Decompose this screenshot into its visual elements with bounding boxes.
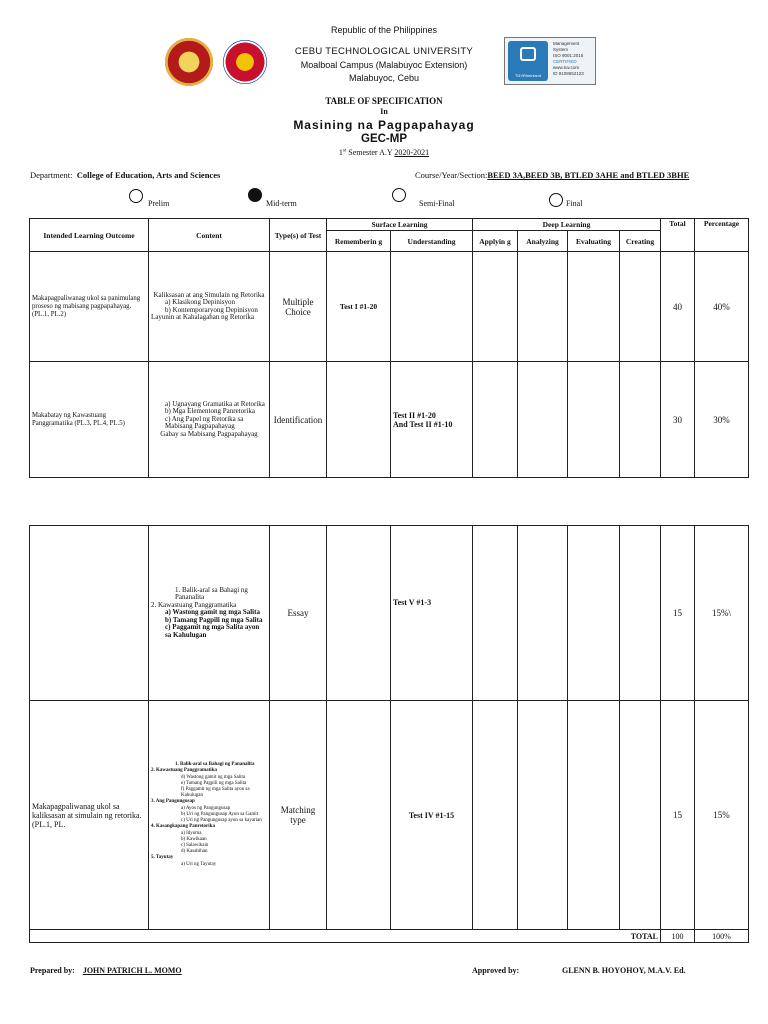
type-cell: Identification xyxy=(270,362,327,478)
evaluating-cell xyxy=(568,701,620,930)
subject-code: GEC-MP xyxy=(361,133,407,145)
type-cell: Matching type xyxy=(270,701,327,930)
analyzing-cell xyxy=(518,362,568,478)
term-label-midterm: Mid-term xyxy=(266,199,297,208)
content-cell xyxy=(149,526,270,701)
content-item: 1. Balik-aral sa Bahagi ng Pananalita xyxy=(175,585,248,602)
remembering-cell xyxy=(327,362,391,478)
content-item: e) Tamang Pagpili ng mga Salita xyxy=(181,780,247,786)
table-row xyxy=(30,362,749,478)
term-radio-prelim[interactable] xyxy=(129,189,143,203)
term-label-prelim: Prelim xyxy=(148,199,170,208)
applying-cell xyxy=(473,701,518,930)
header-understanding: Understanding xyxy=(391,231,473,252)
content-item: a) Klasikong Depinisyon xyxy=(165,298,235,306)
iso-line: ID 9108652123 xyxy=(553,71,584,76)
iso-line: System xyxy=(553,47,569,52)
document-title: TABLE OF SPECIFICATION xyxy=(325,96,443,106)
semester-line: 1st Semester A.Y 2020-2021 xyxy=(338,148,430,157)
total-cell: 15 xyxy=(661,526,695,701)
header-applying: Applyin g xyxy=(473,231,518,252)
content-item: d) Wastong gamit ng mga Salita xyxy=(181,774,246,780)
content-item: b) Kontemporaryong Depinisyon xyxy=(165,305,258,314)
evaluating-cell xyxy=(568,362,620,478)
content-item: a) Ayos ng Pangungusap xyxy=(181,805,231,811)
percentage-cell: 40% xyxy=(695,252,749,362)
creating-cell xyxy=(620,252,661,362)
term-label-semifinal: Semi-Final xyxy=(419,199,455,208)
specification-table-top xyxy=(29,218,749,478)
creating-cell xyxy=(620,362,661,478)
table-row xyxy=(30,526,749,701)
content-item: 4. Kasangkapang Panretorika xyxy=(151,824,215,830)
content-cell xyxy=(149,252,270,362)
iso-line: ISO 9001:2015 xyxy=(553,53,584,58)
content-item: c) Paggamit ng mga Salita ayon sa Kahulugan xyxy=(165,623,260,639)
creating-cell xyxy=(620,526,661,701)
type-cell: Essay xyxy=(270,526,327,701)
department-line: Department: College of Education, Arts and Sciences xyxy=(30,170,221,180)
term-label-final: Final xyxy=(566,199,583,208)
total-cell: 15 xyxy=(661,701,695,930)
analyzing-cell xyxy=(518,526,568,701)
approved-name: GLENN B. HOYOHOY, M.A.V. Ed. xyxy=(562,966,686,975)
type-cell: Multiple Choice xyxy=(270,252,327,362)
understanding-cell xyxy=(391,362,473,478)
content-item: f) Paggamit ng mga Salita ayon sa Kahulugan xyxy=(181,787,250,799)
header-evaluating: Evaluating xyxy=(568,231,620,252)
content-item: c) Ang Papel ng Retorika sa Mabisang Pagpapahayag xyxy=(165,414,244,431)
evaluating-cell xyxy=(568,526,620,701)
applying-cell xyxy=(473,526,518,701)
header-outcome: Intended Learning Outcome xyxy=(30,219,149,252)
content-item: b) Kawikaan xyxy=(181,836,207,842)
total-row xyxy=(30,930,749,943)
iso-line: Management xyxy=(553,41,580,46)
header-creating: Creating xyxy=(620,231,661,252)
term-radio-final[interactable] xyxy=(549,193,563,207)
total-percentage: 100% xyxy=(695,930,749,943)
tuv-logo-icon: TÜVRheinland xyxy=(508,41,548,81)
header-surface: Surface Learning xyxy=(327,219,473,231)
applying-cell xyxy=(473,362,518,478)
content-item: 1. Balik-aral sa Bahagi ng Pananalita xyxy=(175,762,255,768)
header-deep: Deep Learning xyxy=(473,219,661,231)
header-analyzing: Analyzing xyxy=(518,231,568,252)
content-item: d) Kasabihan xyxy=(181,849,208,855)
remembering-cell: Test I #1-20 xyxy=(327,252,391,362)
content-item: b) Tamang Pagpili ng mga Salita xyxy=(165,615,263,624)
campus-name: Moalboal Campus (Malabuyoc Extension) xyxy=(300,60,468,70)
applying-cell xyxy=(473,252,518,362)
content-item: c) Uri ng Pangungusap ayon sa kayarian xyxy=(181,818,262,824)
outcome-cell: Makabatay ng Kawastuang Panggramatika (PL.3, PL.4, PL.5) xyxy=(30,362,149,478)
outcome-cell: Makapagpaliwanag ukol sa kaliksasan at simulain ng retorika. (PL.1, PL. xyxy=(30,701,149,930)
header-content: Content xyxy=(149,219,270,252)
term-radio-midterm[interactable] xyxy=(248,188,262,202)
outcome-cell xyxy=(30,526,149,701)
content-item: b) Mga Elementong Panretorika xyxy=(165,407,256,416)
content-item: 5. Tayutay xyxy=(151,855,174,861)
analyzing-cell xyxy=(518,701,568,930)
term-radio-semifinal[interactable] xyxy=(392,188,406,202)
header-total: Total xyxy=(661,219,695,252)
outcome-cell: Makapagpaliwanag ukol sa panimulang proseso ng mabisang pagpapahayag. (PL.1, PL.2) xyxy=(30,252,149,362)
approved-label: Approved by: xyxy=(472,966,520,975)
republic-line: Republic of the Philippines xyxy=(330,25,438,35)
total-value: 100 xyxy=(661,930,695,943)
understanding-cell: Test V #1-3 xyxy=(391,526,473,701)
content-item: 3. Ang Pangungusap xyxy=(151,799,195,805)
course-line: Course/Year/Section:BEED 3A,BEED 3B, BTLED 3AHE and BTLED 3BHE xyxy=(415,170,690,180)
iso-line: CERTIFIED xyxy=(553,59,577,64)
header-remembering: Rememberin g xyxy=(327,231,391,252)
content-cell xyxy=(149,701,270,930)
header-percentage: Percentage xyxy=(695,219,749,252)
content-item: b) Uri ng Pangungusap Ayon sa Gamit xyxy=(181,811,259,817)
subject-title: Masining na Pagpapahayag xyxy=(293,118,475,132)
content-item: c) Salawikain xyxy=(181,842,209,848)
percentage-cell: 15% xyxy=(695,701,749,930)
test-range: And Test II #1-10 xyxy=(393,419,453,429)
table-row xyxy=(30,252,749,362)
content-item: a) Uri ng Tayutay xyxy=(181,861,217,867)
prepared-by xyxy=(30,966,182,975)
prepared-label: Prepared by: xyxy=(30,966,75,975)
understanding-cell: Test IV #1-15 xyxy=(391,701,473,930)
content-item: Gabay sa Mabisang Pagpapahayag xyxy=(160,429,258,438)
understanding-cell xyxy=(391,252,473,362)
header-type: Type(s) of Test xyxy=(270,219,327,252)
content-item: a) Idyoma xyxy=(181,830,202,836)
remembering-cell xyxy=(327,526,391,701)
table-row xyxy=(30,701,749,930)
content-item: Layunin at Kahalagahan ng Retorika xyxy=(151,313,255,321)
evaluating-cell xyxy=(568,252,620,362)
university-name: CEBU TECHNOLOGICAL UNIVERSITY xyxy=(294,46,474,57)
content-item: a) Ugnayang Gramatika at Retorika xyxy=(165,399,265,408)
town-name: Malabuyoc, Cebu xyxy=(348,73,420,83)
iso-line: www.tuv.com xyxy=(553,65,580,70)
specification-table-bottom xyxy=(29,525,749,943)
content-item: 2. Kawastuang Panggramatika xyxy=(151,600,237,609)
analyzing-cell xyxy=(518,252,568,362)
content-item: 2. Kawastuang Panggramatika xyxy=(151,768,217,774)
in-label: In xyxy=(380,107,388,116)
total-cell: 30 xyxy=(661,362,695,478)
content-title: Kaliksasan at ang Simulain ng Retorika xyxy=(153,290,265,299)
approved-by xyxy=(472,966,519,975)
total-label: TOTAL xyxy=(30,930,661,943)
content-cell xyxy=(149,362,270,478)
prepared-name: JOHN PATRICH L. MOMO xyxy=(82,966,182,975)
percentage-cell: 15%\ xyxy=(695,526,749,701)
content-item: a) Wastong gamit ng mga Salita xyxy=(165,608,260,617)
percentage-cell: 30% xyxy=(695,362,749,478)
test-range: Test II #1-20 xyxy=(393,410,436,420)
creating-cell xyxy=(620,701,661,930)
total-cell: 40 xyxy=(661,252,695,362)
remembering-cell xyxy=(327,701,391,930)
